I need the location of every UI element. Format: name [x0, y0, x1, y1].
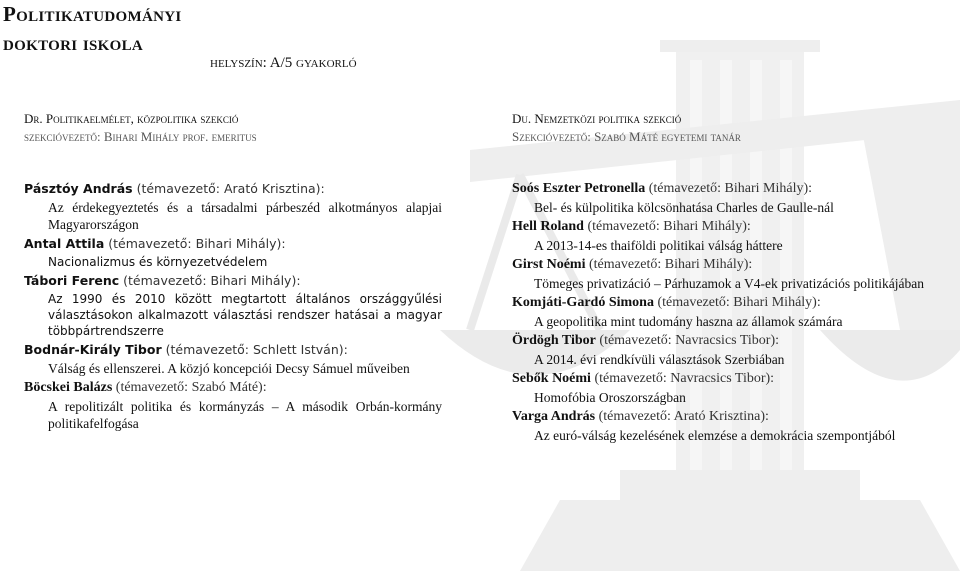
student-name: Tábori Ferenc — [24, 273, 120, 288]
student-name: Girst Noémi — [512, 257, 586, 272]
student-name: Sebők Noémi — [512, 371, 591, 386]
left-entry-1 — [24, 180, 442, 233]
right-section-title: Du. Nemzetközi politika szekció — [512, 111, 682, 126]
thesis-topic: Az euró-válság kezelésének elemzése a demokrácia szempontjából — [534, 428, 896, 443]
entry-name-line — [24, 379, 442, 397]
advisor-label: (témavezető: Arató Krisztina): — [598, 409, 769, 424]
left-section — [24, 110, 442, 434]
right-entry-7 — [512, 408, 928, 444]
thesis-topic: A repolitizált politika és kormányzás – A második Orbán-kormány politikafelfogása — [48, 399, 442, 431]
right-entry-6 — [512, 370, 928, 406]
thesis-topic: A 2013-14-es thaiföldi politikai válság háttere — [534, 238, 783, 253]
student-name: Komjáti-Gardó Simona — [512, 295, 654, 310]
thesis-topic: Nacionalizmus és környezetvédelem — [48, 255, 268, 269]
page-title-line2: doktori iskola — [3, 31, 144, 55]
right-entry-3 — [512, 256, 928, 292]
student-name: Böcskei Balázs — [24, 380, 113, 395]
advisor-label: (témavezető: Navracsics Tibor): — [594, 371, 775, 386]
left-section-header — [24, 110, 442, 180]
thesis-topic: Bel- és külpolitika kölcsönhatása Charles de Gaulle-nál — [534, 200, 834, 215]
advisor-label: (témavezető: Bihari Mihály): — [588, 257, 753, 272]
entry-name-line — [512, 332, 928, 350]
entry-name-line — [512, 294, 928, 312]
right-entry-5 — [512, 332, 928, 368]
venue-label: helyszín: A/5 gyakorló — [210, 55, 357, 71]
thesis-topic: Homofóbia Oroszországban — [534, 390, 686, 405]
right-section-header — [512, 110, 928, 180]
left-section-title: Dr. Politikaelmélet, közpolitika szekció — [24, 111, 239, 126]
left-entry-5 — [24, 379, 442, 432]
thesis-topic: A geopolitika mint tudomány haszna az államok számára — [534, 314, 843, 329]
student-name: Pásztóy András — [24, 181, 133, 196]
thesis-topic: A 2014. évi rendkívüli választások Szerbiában — [534, 352, 785, 367]
left-entry-2 — [24, 235, 442, 270]
entry-name-line — [24, 180, 442, 198]
advisor-label: (témavezető: Schlett István): — [165, 342, 348, 357]
advisor-label: (témavezető: Bihari Mihály): — [587, 219, 751, 234]
entry-name-line — [24, 272, 442, 290]
entry-name-line — [512, 256, 928, 274]
student-name: Soós Eszter Petronella — [512, 181, 646, 196]
thesis-topic: Válság és ellenszerei. A közjó koncepciói Decsy Sámuel műveiben — [48, 361, 410, 376]
right-section — [512, 110, 928, 446]
student-name: Bodnár-Király Tibor — [24, 342, 162, 357]
entry-name-line — [24, 341, 442, 359]
entry-name-line — [512, 218, 928, 236]
student-name: Ördögh Tibor — [512, 333, 596, 348]
left-entry-4 — [24, 341, 442, 377]
right-entry-4 — [512, 294, 928, 330]
left-section-chair: szekcióvezető: Bihari Mihály prof. emeritus — [24, 129, 257, 144]
advisor-label: (témavezető: Bihari Mihály): — [657, 295, 821, 310]
entry-name-line — [24, 235, 442, 253]
thesis-topic: Az érdekegyeztetés és a társadalmi párbeszéd alkotmányos alapjai Magyarországon — [48, 200, 442, 232]
advisor-label: (témavezető: Navracsics Tibor): — [599, 333, 780, 348]
thesis-topic: Az 1990 és 2010 között megtartott általános országgyűlési választásokon alkalmazott választási rendszer hatásai a magyar többpártrendszerre — [48, 292, 442, 338]
advisor-label: (témavezető: Szabó Máté): — [115, 380, 267, 395]
thesis-topic: Tömeges privatizáció – Párhuzamok a V4-ek privatizációs politikájában — [534, 276, 924, 291]
advisor-label: (témavezető: Bihari Mihály): — [123, 273, 301, 288]
advisor-label: (témavezető: Arató Krisztina): — [136, 181, 325, 196]
entry-name-line — [512, 180, 928, 198]
right-entry-1 — [512, 180, 928, 216]
entry-name-line — [512, 370, 928, 388]
right-entry-2 — [512, 218, 928, 254]
advisor-label: (témavezető: Bihari Mihály): — [648, 181, 813, 196]
entry-name-line — [512, 408, 928, 426]
student-name: Varga András — [512, 409, 596, 424]
advisor-label: (témavezető: Bihari Mihály): — [108, 236, 286, 251]
right-section-chair: Szekcióvezető: Szabó Máté egyetemi tanár — [512, 129, 741, 144]
student-name: Antal Attila — [24, 236, 105, 251]
student-name: Hell Roland — [512, 219, 584, 234]
page-title-line1: Politikatudományi — [3, 2, 182, 26]
left-entry-3 — [24, 272, 442, 339]
